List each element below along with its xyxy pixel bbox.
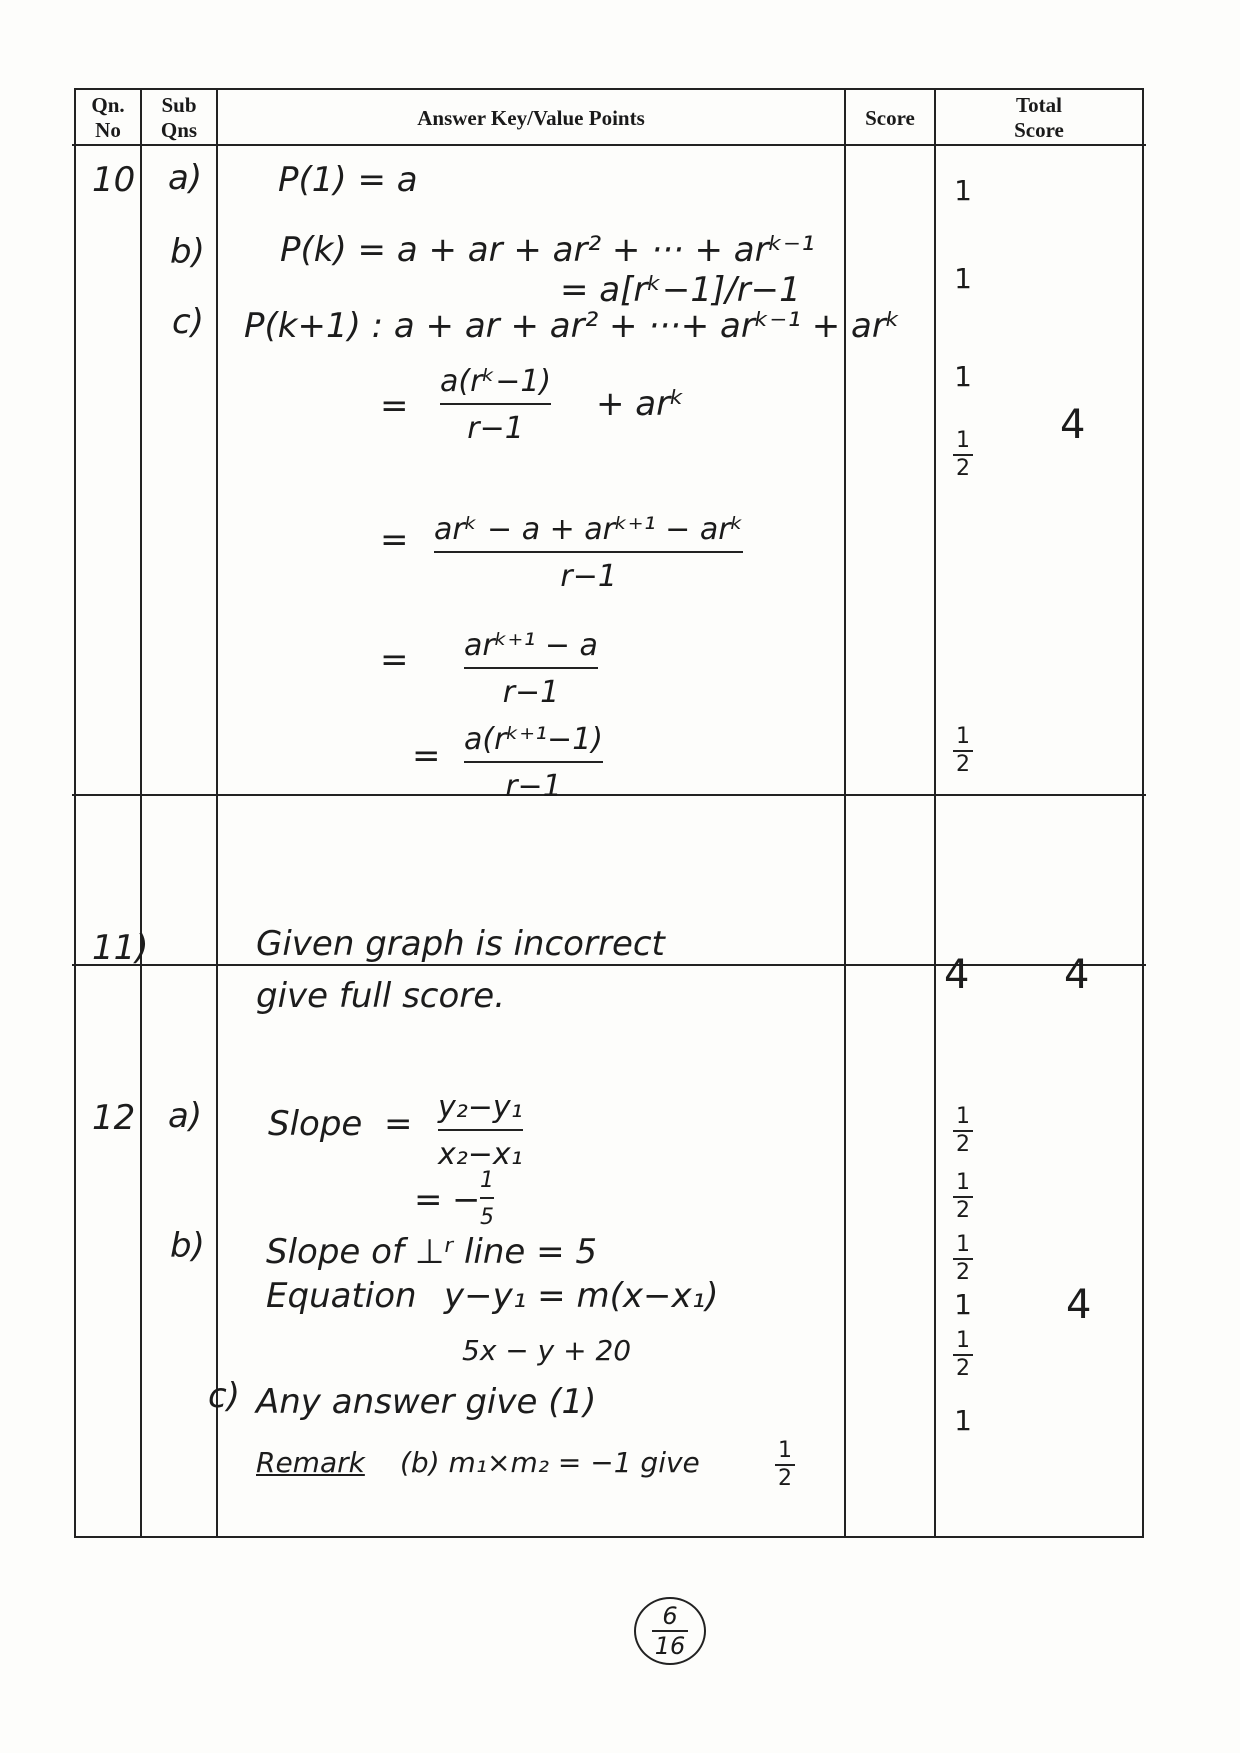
half-num: 1 (956, 1232, 970, 1257)
q10-score-half-2 (948, 726, 978, 776)
q11-line1: Given graph is incorrect (256, 924, 665, 964)
q10-b-line1: P(k) = a + ar + ar² + ··· + arᵏ⁻¹ (280, 230, 815, 270)
col-divider (216, 90, 218, 1536)
denominator: x₂−x₁ (438, 1137, 523, 1172)
numerator: y₂−y₁ (438, 1090, 523, 1125)
half-den: 2 (778, 1466, 792, 1491)
q12-a-label: a) (168, 1096, 203, 1136)
q10-score-a: 1 (954, 174, 972, 207)
numerator: a(rᵏ⁺¹−1) (464, 722, 603, 757)
fraction-bar (480, 1197, 494, 1199)
half-den: 2 (956, 1260, 970, 1285)
half-den: 2 (956, 1198, 970, 1223)
q10-c-line1: P(k+1) : a + ar + ar² + ···+ arᵏ⁻¹ + arᵏ (244, 306, 901, 346)
denominator: r−1 (560, 559, 617, 594)
q10-step4-fraction (464, 722, 603, 804)
q10-step2-fraction (434, 512, 743, 594)
half-den: 2 (956, 1132, 970, 1157)
q10-number: 10 (92, 160, 136, 200)
q12-remark-label: Remark (256, 1446, 365, 1479)
q12-slope-fraction (438, 1090, 523, 1172)
page-number-badge (634, 1597, 706, 1665)
q10-step3-eq: = (380, 640, 409, 680)
half-den: 2 (956, 456, 970, 481)
col-divider (140, 90, 142, 1536)
q10-score-b: 1 (954, 262, 972, 295)
half-num: 1 (956, 428, 970, 453)
q12-remark-fraction (770, 1440, 800, 1490)
half-num: 1 (956, 1104, 970, 1129)
q12-b-line2-b: y−y₁ = m(x−x₁) (444, 1276, 719, 1316)
q11-score: 4 (944, 952, 970, 998)
denominator: r−1 (505, 769, 562, 804)
numerator: arᵏ⁺¹ − a (464, 628, 598, 663)
col-divider (934, 90, 936, 1536)
q10-c-label: c) (172, 302, 204, 342)
q10-a-label: a) (168, 158, 203, 198)
q12-total: 4 (1066, 1282, 1092, 1328)
fraction-bar (440, 403, 551, 405)
q10-step1-fraction (440, 364, 551, 446)
fraction-bar (464, 667, 598, 669)
q11-total: 4 (1064, 952, 1090, 998)
page-total: 16 (654, 1632, 686, 1660)
q10-score-c: 1 (954, 360, 972, 393)
q10-a-text: P(1) = a (278, 160, 418, 200)
q10-score-half-1 (948, 430, 978, 480)
q12-score-b2: 1 (954, 1288, 972, 1321)
q10-step1-tail: + arᵏ (596, 384, 685, 424)
q12-remark-text: (b) m₁×m₂ = −1 give (400, 1446, 700, 1479)
fraction-bar (464, 761, 603, 763)
q12-a-eq: = (384, 1104, 413, 1144)
numerator: a(rᵏ−1) (440, 364, 552, 399)
row-divider (72, 794, 1146, 796)
denominator: r−1 (467, 411, 524, 446)
q10-total: 4 (1060, 402, 1086, 448)
q12-score-a1 (948, 1106, 978, 1156)
header-score: Score (865, 105, 915, 130)
header-total-score: Total Score (1014, 93, 1064, 142)
half-den: 2 (956, 1356, 970, 1381)
half-den: 2 (956, 752, 970, 777)
q10-step4-eq: = (412, 736, 441, 776)
header-sub-qns: Sub Qns (160, 93, 198, 142)
header-qn-no: Qn. No (91, 93, 125, 142)
row-divider (72, 964, 1146, 966)
q10-step2-eq: = (380, 520, 409, 560)
page-current: 6 (662, 1602, 678, 1630)
q11-line2: give full score. (256, 976, 506, 1016)
q12-b-line1: Slope of ⊥ʳ line = 5 (266, 1232, 598, 1272)
half-num: 1 (778, 1438, 792, 1463)
fraction-bar (438, 1129, 523, 1131)
q12-a-result-fraction (480, 1168, 494, 1230)
q11-number: 11) (92, 928, 149, 968)
q10-step1-eq: = (380, 386, 409, 426)
q12-score-a2 (948, 1172, 978, 1222)
q10-step3-fraction (464, 628, 598, 710)
numerator: arᵏ − a + arᵏ⁺¹ − arᵏ (434, 512, 744, 547)
q12-b-label: b) (170, 1226, 205, 1266)
header-answer: Answer Key/Value Points (417, 105, 645, 130)
denominator: r−1 (502, 675, 560, 710)
q12-score-b3 (948, 1330, 978, 1380)
q10-b-line2: = a[rᵏ−1]/r−1 (560, 270, 801, 310)
half-num: 1 (956, 724, 970, 749)
q12-c-text: Any answer give (1) (256, 1382, 597, 1422)
q10-b-label: b) (170, 232, 205, 272)
half-num: 1 (956, 1170, 970, 1195)
q12-a-text: Slope (268, 1104, 363, 1144)
q12-a-result-sign: − (452, 1180, 481, 1220)
q12-score-b1 (948, 1234, 978, 1284)
q12-score-c: 1 (954, 1404, 972, 1437)
denominator: 5 (480, 1205, 494, 1230)
numerator: 1 (480, 1168, 494, 1193)
fraction-bar (434, 551, 743, 553)
half-num: 1 (956, 1328, 970, 1353)
q12-a-result-eq: = (414, 1180, 443, 1220)
q12-b-line2-a: Equation (266, 1276, 417, 1316)
q12-b-line3: 5x − y + 20 (462, 1334, 632, 1367)
q12-number: 12 (92, 1098, 136, 1138)
q12-c-label: c) (208, 1376, 240, 1416)
